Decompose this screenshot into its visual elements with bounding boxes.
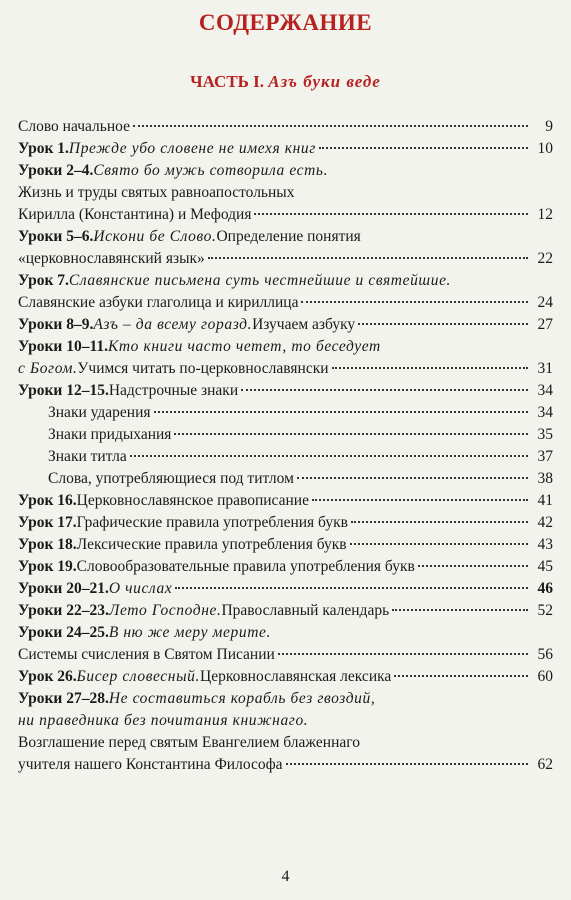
- toc-entry: [18, 292, 553, 314]
- toc-entry-page: 60: [537, 668, 553, 685]
- dot-leader: [351, 521, 528, 523]
- toc-entry-text-continued: Церковнославянская лексика: [200, 668, 392, 685]
- toc-entry: [18, 402, 553, 424]
- toc-entry-text: Системы счисления в Святом Писании: [18, 646, 275, 663]
- dot-leader: [297, 477, 528, 479]
- toc-entry-text: Графические правила употребления букв: [76, 514, 348, 531]
- toc-entry: [18, 358, 553, 380]
- toc-entry-text: учителя нашего Константина Философа: [18, 756, 283, 773]
- dot-leader: [358, 323, 528, 325]
- toc-entry-page: 43: [537, 536, 553, 553]
- toc-entry: [18, 204, 553, 226]
- page-number: 4: [281, 868, 290, 885]
- toc-entry-slavonic: Бисер словесный.: [76, 668, 201, 685]
- toc-entry-lesson: Урок 26.: [18, 668, 77, 685]
- toc-entry: [18, 622, 553, 644]
- toc-entry: [18, 688, 553, 710]
- toc-entry: [18, 512, 553, 534]
- dot-leader: [154, 411, 528, 413]
- toc-entry-text: Лексические правила употребления букв: [76, 536, 347, 553]
- toc-entry: [18, 424, 553, 446]
- toc-entry-page: 62: [537, 756, 553, 773]
- toc-entry-page: 9: [545, 118, 553, 135]
- toc-entry-text: Надстрочные знаки: [108, 382, 239, 399]
- toc-entry: [18, 226, 553, 248]
- dot-leader: [319, 147, 528, 149]
- toc-entry-page: 35: [537, 426, 553, 443]
- part-slavonic-title: Азъ буки веде: [268, 72, 381, 91]
- toc-entry: [18, 160, 553, 182]
- dot-leader: [130, 455, 528, 457]
- dot-leader: [301, 301, 528, 303]
- toc-entry: [18, 116, 553, 138]
- toc-entry-page: 41: [537, 492, 553, 509]
- toc-entry: [18, 754, 553, 776]
- toc-entry-page: 46: [537, 580, 553, 597]
- toc-entry-slavonic: О числах: [108, 580, 173, 597]
- toc-entry-page: 22: [537, 250, 553, 267]
- toc-entry-slavonic: Не составиться корабль без гвоздий,: [108, 690, 376, 707]
- toc-entry-page: 52: [537, 602, 553, 619]
- toc-entry: [18, 468, 553, 490]
- toc-entry-text: Знаки титла: [48, 448, 127, 465]
- dot-leader: [394, 675, 528, 677]
- toc-entry-text: Жизнь и труды святых равноапостольных: [18, 184, 295, 201]
- dot-leader: [254, 213, 528, 215]
- toc-entry-page: 34: [537, 404, 553, 421]
- toc-entry-page: 12: [537, 206, 553, 223]
- toc-entry: [18, 578, 553, 600]
- toc-entry-text: Знаки придыхания: [48, 426, 172, 443]
- dot-leader: [278, 653, 528, 655]
- toc-entry-text-continued: Православный календарь: [221, 602, 390, 619]
- toc-entry: [18, 644, 553, 666]
- dot-leader: [418, 565, 528, 567]
- toc-entry-text: Словообразовательные правила употребления букв: [76, 558, 415, 575]
- toc-entry-lesson: Урок 1.: [18, 140, 69, 157]
- toc-entry-page: 45: [537, 558, 553, 575]
- toc-entry-lesson: Уроки 20–21.: [18, 580, 109, 597]
- dot-leader: [350, 543, 528, 545]
- toc-entry-page: 24: [537, 294, 553, 311]
- page-title: СОДЕРЖАНИЕ: [198, 10, 373, 35]
- toc-entry-text: Церковнославянское правописание: [76, 492, 309, 509]
- toc-entry-text-continued: Учимся читать по-церковнославянски: [77, 360, 329, 377]
- toc-entry-lesson: Урок 18.: [18, 536, 77, 553]
- toc-entry-text: «церковнославянский язык»: [18, 250, 205, 267]
- dot-leader: [312, 499, 528, 501]
- dot-leader: [174, 433, 528, 435]
- toc-entry-page: 34: [537, 382, 553, 399]
- toc-entry: [18, 446, 553, 468]
- toc-entry-text: Славянские азбуки глаголица и кириллица: [18, 294, 299, 311]
- dot-leader: [392, 609, 528, 611]
- toc-entry: [18, 314, 553, 336]
- toc-entry-slavonic: ни праведника без почитания книжнаго.: [18, 712, 309, 729]
- toc-entry-slavonic: Славянские письмена суть честнейшие и святейшие.: [68, 272, 452, 289]
- toc-entry-lesson: Урок 16.: [18, 492, 77, 509]
- toc-entry: [18, 270, 553, 292]
- toc-entry-lesson: Уроки 24–25.: [18, 624, 109, 641]
- toc-entry: [18, 336, 553, 358]
- dot-leader: [208, 257, 528, 259]
- toc-entry-text: Возглашение перед святым Евангелием блаженнаго: [18, 734, 360, 751]
- toc-entry-page: 42: [537, 514, 553, 531]
- toc-entry: [18, 600, 553, 622]
- dot-leader: [133, 125, 528, 127]
- toc-entry-lesson: Урок 17.: [18, 514, 77, 531]
- toc-entry-text: Знаки ударения: [48, 404, 151, 421]
- toc-entry-slavonic: Лето Господне.: [108, 602, 222, 619]
- part-heading: [0, 72, 571, 92]
- toc-entry: [18, 710, 553, 732]
- table-of-contents: [18, 116, 553, 776]
- toc-entry: [18, 732, 553, 754]
- toc-entry-lesson: Уроки 10–11.: [18, 338, 108, 355]
- toc-entry-lesson: Уроки 5–6.: [18, 228, 94, 245]
- toc-entry-slavonic: Свято бо мужь сотворила есть.: [93, 162, 329, 179]
- toc-entry-lesson: Уроки 12–15.: [18, 382, 109, 399]
- toc-entry-text-continued: Определение понятия: [216, 228, 361, 245]
- toc-entry-lesson: Урок 7.: [18, 272, 69, 289]
- toc-entry-text: Слово начальное: [18, 118, 130, 135]
- toc-entry-slavonic: Искони бе Слово.: [93, 228, 217, 245]
- toc-entry-text: Кирилла (Константина) и Мефодия: [18, 206, 252, 223]
- part-label: ЧАСТЬ I.: [190, 72, 269, 91]
- toc-entry: [18, 534, 553, 556]
- toc-entry-text: Слова, употребляющиеся под титлом: [48, 470, 294, 487]
- dot-leader: [332, 367, 528, 369]
- toc-entry-slavonic: Прежде убо словене не имехя книг: [68, 140, 316, 157]
- toc-entry: [18, 380, 553, 402]
- toc-entry: [18, 666, 553, 688]
- dot-leader: [286, 763, 528, 765]
- toc-entry-slavonic: В ню же меру мерите.: [108, 624, 271, 641]
- toc-entry-page: 10: [537, 140, 553, 157]
- dot-leader: [175, 587, 528, 589]
- toc-entry-text-continued: Изучаем азбуку: [252, 316, 356, 333]
- toc-entry-lesson: Уроки 2–4.: [18, 162, 94, 179]
- toc-entry-slavonic: Азъ – да всему горазд.: [93, 316, 253, 333]
- toc-entry: [18, 182, 553, 204]
- toc-entry-lesson: Уроки 27–28.: [18, 690, 109, 707]
- toc-entry-page: 37: [537, 448, 553, 465]
- dot-leader: [241, 389, 528, 391]
- toc-entry-page: 27: [537, 316, 553, 333]
- toc-entry: [18, 138, 553, 160]
- toc-entry-slavonic: с Богом.: [18, 360, 78, 377]
- toc-entry-lesson: Урок 19.: [18, 558, 77, 575]
- toc-entry-page: 56: [537, 646, 553, 663]
- toc-entry-slavonic: Кто книги часто четет, то беседует: [107, 338, 381, 355]
- toc-entry: [18, 490, 553, 512]
- toc-entry-lesson: Уроки 22–23.: [18, 602, 109, 619]
- toc-entry: [18, 248, 553, 270]
- toc-entry: [18, 556, 553, 578]
- toc-entry-page: 31: [537, 360, 553, 377]
- toc-entry-page: 38: [537, 470, 553, 487]
- toc-entry-lesson: Уроки 8–9.: [18, 316, 94, 333]
